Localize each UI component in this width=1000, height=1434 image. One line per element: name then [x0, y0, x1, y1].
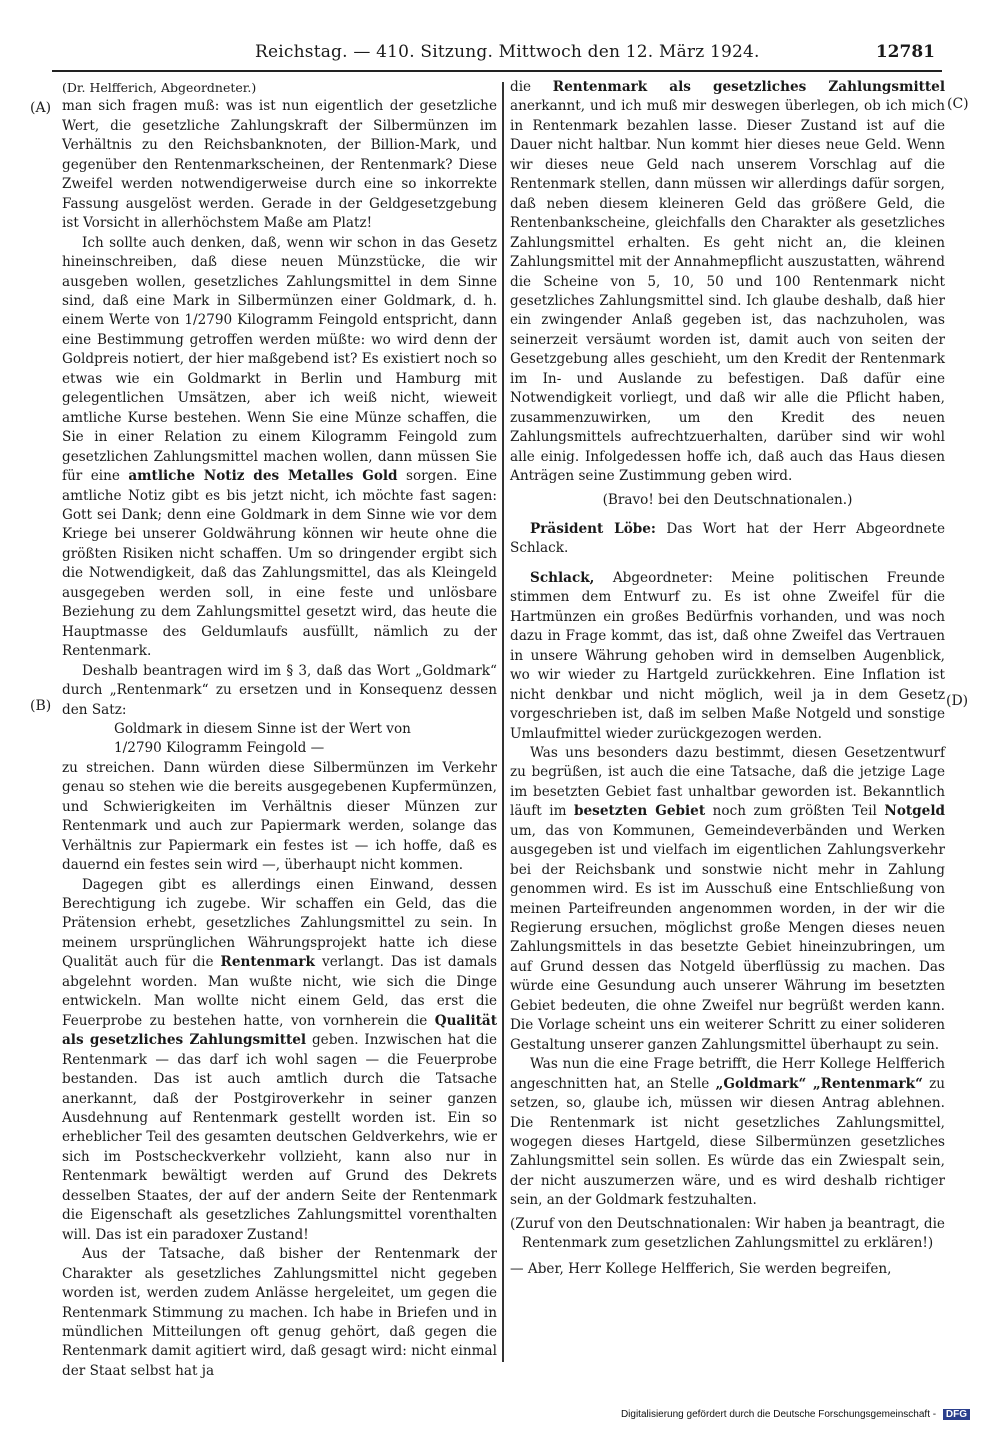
bold-phrase: Notgeld — [884, 803, 946, 820]
header-rule — [52, 70, 942, 72]
paragraph: Ich sollte auch denken, daß, wenn wir schon in das Gesetz hineinschreiben, daß diese neuen Münzstücke, die wir ausgeben wollen, gesetzliches Zahlungsmittel in dem Sinne sind, daß eine Mark in Silbermünzen einer Goldmark, d. h. einem Werte von 1/2790 Kilogramm Feingold entspricht, dann eine Bestimmung getroffen werden müßte: wo wird denn der Goldpreis notiert, der hier maßgebend ist? Es existiert noch so etwas wie ein Goldmarkt in Berlin und Hamburg mit gelegentlichen Umsätzen, aber ich weiß nicht, wieweit amtliche Kurse bestehen. Wenn Sie eine Münze schaffen, die Sie in einer Relation zu einem Kilogramm Feingold zum gesetzlichen Zahlungsmittel machen wollen, dann müssen Sie für eine amtliche Notiz des Metalles Gold sorgen. Eine amtliche Notiz gibt es bis jetzt nicht, ich möchte fast sagen: Gott sei Dank; denn eine Goldmark in dem Sinne wie vor dem Kriege bei unserer Goldwährung können wir heute ohne die größten Risiken nicht schaffen. Um so dringender ergibt sich die Notwendigkeit, daß das Zahlungsmittel, das als Kleingeld ausgegeben werden soll, in eine feste und unlösbare Beziehung zu dem Zahlungsmittel gesetzt wird, das heute die Hauptmasse des Geldumlaufs ausfüllt, nämlich zu der Rentenmark. — [62, 234, 497, 660]
quoted-text: 1/2790 Kilogramm Feingold — — [114, 740, 325, 757]
margin-marker-d: (D) — [946, 693, 969, 709]
page-header — [255, 42, 935, 70]
footer-text: Digitalisierung gefördert durch die Deutsche Forschungsgemeinschaft - — [620, 1409, 937, 1420]
paragraph: Deshalb beantragen wird im § 3, daß das Wort „Goldmark“ durch „Rentenmark“ zu ersetzen und in Konsequenz dessen den Satz: — [62, 662, 497, 718]
paragraph: Was nun die eine Frage betrifft, die Herr Kollege Helfferich angeschnitten hat, an Stelle „Goldmark“ „Rentenmark“ zu setzen, so, glaube ich, müssen wir diesen Antrag ablehnen. Die Rentenmark ist nicht gesetzliches Zahlungsmittel, wogegen dieses Hartgeld, diese Silbermünzen gesetzliches Zahlungsmittel sein sollen. Es würde das ein Zwiespalt sein, der nicht auszumerzen wäre, und es wird deshalb richtiger sein, an der Goldmark festzuhalten. — [510, 1056, 945, 1209]
paragraph: — Aber, Herr Kollege Helfferich, Sie werden begreifen, — [510, 1260, 892, 1277]
interjection: (Zuruf von den Deutschnationalen: Wir haben ja beantragt, die Rentenmark zum gesetzlichen Zahlungsmittel zu erklären!) — [510, 1215, 945, 1252]
speaker-name: Schlack, — [530, 569, 595, 586]
paragraph: die Rentenmark als gesetzliches Zahlungsmittel anerkannt, und ich muß mir deswegen überlegen, ob ich mich in Rentenmark bezahlen lasse. Dieser Zustand ist auf die Dauer nicht haltbar. Nun kommt hier dieses neue Geld. Wenn wir dieses neue Geld nach unserem Vorschlag auf die Rentenmark stellen, dann müssen wir allerdings dafür sorgen, daß neben diesem kleineren Geld das größere Geld, die Rentenbankscheine, gleichfalls den Charakter als gesetzliches Zahlungsmittel erhalten. Es geht nicht an, die kleinen Zahlungsmittel mit der Annahmepflicht auszustatten, während die Scheine von 5, 10, 50 und 100 Rentenmark nicht gesetzliches Zahlungsmittel sind. Ich glaube deshalb, daß hier ein zwingender Anlaß gegeben ist, das nachzuholen, was seinerzeit versäumt worden ist, damit auch von seiten der Gesetzgebung alles geschieht, um den Kredit der Rentenmark im In- und Auslande zu befestigen. Daß dafür eine Notwendigkeit vorliegt, und daß wir alle die Pflicht haben, zusammenzuwirken, um den Kredit des neuen Zahlungsmittels aufrechtzuerhalten, darüber sind wir wohl alle einig. Infolgedessen hoffe ich, daß auch das Haus diesen Anträgen seine Zustimmung geben wird. — [510, 79, 945, 485]
bold-phrase: „Goldmark“ „Rentenmark“ — [715, 1075, 923, 1092]
applause-note: (Bravo! bei den Deutschnationalen.) — [602, 491, 853, 508]
paragraph: Schlack, Abgeordneter: Meine politischen Freunde stimmen dem Entwurf zu. Es ist ohne Zweifel für die Hartmünzen ein großes Bedürfnis vorhanden, und was noch dazu in Frage kommt, das ist, daß ohne Zweifel das Vertrauen in unsere Währung gehoben wird in demselben Augenblick, wo wir wieder zu Hartgeld zurückkehren. Eine Inflation ist nicht denkbar und nicht möglich, weil ja in dem Gesetz vorgeschrieben ist, daß im selben Maße Notgeld und sonstige Umlaufmittel wieder zurückgezogen werden. — [510, 569, 945, 742]
footer-credit — [621, 1409, 970, 1420]
president-statement: Präsident Löbe: Das Wort hat der Herr Abgeordnete Schlack. — [510, 520, 946, 557]
right-column — [510, 78, 945, 1279]
bold-phrase: Rentenmark als gesetzliches Zahlungsmittel — [552, 79, 945, 95]
margin-marker-c: (C) — [947, 96, 969, 112]
speaker-name: Präsident Löbe: — [530, 520, 656, 537]
margin-marker-b: (B) — [30, 698, 52, 714]
speaker-label: (Dr. Helfferich, Abgeordneter.) — [62, 80, 257, 95]
paragraph: Was uns besonders dazu bestimmt, diesen Gesetzentwurf zu begrüßen, ist auch die eine Tatsache, daß die jetzige Lage im besetzten Gebiet fast unhaltbar geworden ist. Bekanntlich läuft im besetzten Gebiet noch zum größten Teil Notgeld um, das von Kommunen, Gemeindeverbänden und Werken ausgegeben ist und vielfach im eigentlichen Zahlungsverkehr bei der Reichsbank und sonstwie nicht mehr in Zahlung genommen wird. Es ist im Ausschuß eine Entschließung von meinen Parteifreunden angenommen worden, in der wir die Regierung ersuchen, möglichst große Mengen dieses neuen Zahlungsmittels in das besetzte Gebiet hineinzubringen, um auf Grund dessen das Notgeld überflüssig zu machen. Das würde eine Gesundung auch unserer Währung im besetzten Gebiet bedeuten, die ohne Zweifel nur begrüßt werden kann. Die Vorlage scheint uns ein weiterer Schritt zu einer solideren Gestaltung unserer ganzen Zahlungsmittel überhaupt zu sein. — [510, 744, 946, 1053]
bold-phrase: Qualität als gesetzliches Zahlungsmittel — [62, 1012, 497, 1049]
paragraph: Dagegen gibt es allerdings einen Einwand, dessen Berechtigung ich zugebe. Wir schaffen ein Geld, das die Prätension erhebt, gesetzliches Zahlungsmittel zu sein. In meinem ursprünglichen Währungsprojekt hatte ich diese Qualität auch für die Rentenmark verlangt. Das ist damals abgelehnt worden. Man wußte nicht, wie sich die Dinge entwickeln. Man wollte nicht einem Geld, das erst die Feuerprobe zu bestehen hatte, von vornherein die Qualität als gesetzliches Zahlungsmittel geben. Inzwischen hat die Rentenmark — das darf ich wohl sagen — die Feuerprobe bestanden. Das ist auch amtlich durch die Tatsache anerkannt, daß der Postgiroverkehr in seiner ganzen Ausdehnung auf Rentenmark gestellt worden ist. Ein so erheblicher Teil des gesamten deutschen Geldverkehrs, wie er sich im Postscheckverkehr vollzieht, kann also nur in Rentenmark bewältigt werden auf Grund des Dekrets desselben Staates, der auf der andern Seite der Rentenmark die Eigenschaft als gesetzliches Zahlungsmittel vorenthalten will. Das ist ein paradoxer Zustand! — [62, 876, 497, 1243]
dfg-logo: DFG — [943, 1409, 970, 1420]
paragraph: zu streichen. Dann würden diese Silbermünzen im Verkehr genau so stehen wie die bereits ausgegebenen Kupfermünzen, und Schwierigkeiten im Verhältnis dieser Münzen zur Rentenmark und auch zur Papiermark werden, solange das Verhältnis zur Papiermark ein festes ist — ich hoffe, daß es dauernd ein festes sein wird —, überhaupt nicht kommen. — [62, 759, 497, 874]
column-divider — [502, 82, 504, 1362]
paragraph: Aus der Tatsache, daß bisher der Rentenmark der Charakter als gesetzliches Zahlungsmittel nicht gegeben worden ist, werden zudem Anlässe hergeleitet, um gegen die Rentenmark Stimmung zu machen. Ich habe in Briefen und in mündlichen Mitteilungen oft genug gehört, daß gegen die Rentenmark damit agitiert wird, daß gesagt wird: nicht einmal der Staat selbst hat ja — [62, 1246, 497, 1379]
bold-phrase: besetzten Gebiet — [574, 803, 706, 820]
page-number: 12781 — [875, 42, 935, 62]
bold-phrase: amtliche Notiz des Metalles Gold — [128, 468, 398, 485]
bold-phrase: Rentenmark — [220, 954, 315, 971]
paragraph: man sich fragen muß: was ist nun eigentlich der gesetzliche Wert, die gesetzliche Zahlungskraft der Silbermünzen im Verhältnis zu den Reichsbanknoten, der Billion-Mark, und gegenüber den Rentenmarkscheinen, der Rentenmark? Diese Zweifel werden notwendigerweise durch eine so inkorrekte Fassung ausgelöst werden. Gerade in der Geldgesetzgebung ist Vorsicht in allerhöchstem Maße am Platz! — [62, 98, 497, 232]
header-title: Reichstag. — 410. Sitzung. Mittwoch den 12. März 1924. — [255, 42, 760, 62]
left-column — [62, 78, 497, 1381]
margin-marker-a: (A) — [30, 100, 52, 116]
quoted-text: Goldmark in diesem Sinne ist der Wert von — [114, 720, 411, 737]
